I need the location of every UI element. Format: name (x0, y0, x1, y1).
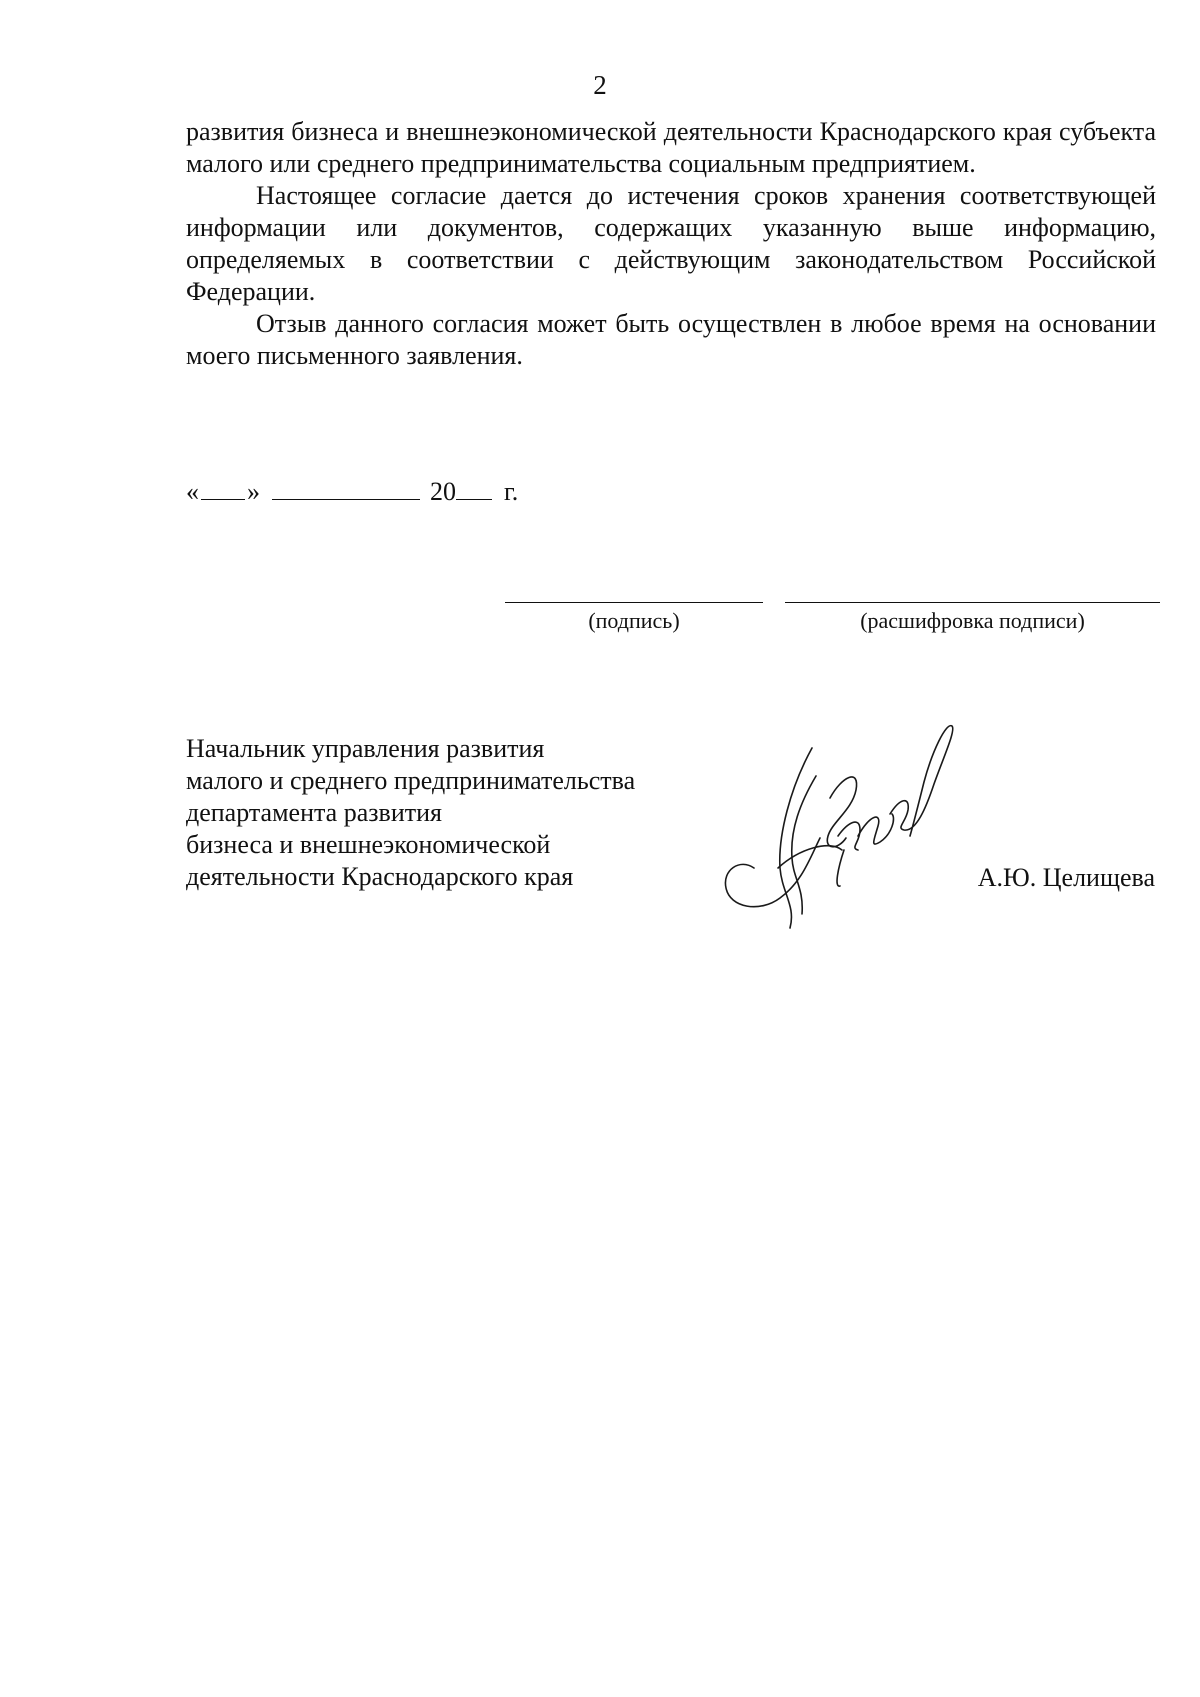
date-century: 20 (430, 477, 456, 506)
paragraph-continuation: развития бизнеса и внешнеэкономической деятельности Краснодарского края субъекта малого или среднего предпринимательства социальным предприятием. (186, 117, 1156, 178)
signature-blank[interactable] (505, 602, 763, 603)
year-blank[interactable] (456, 477, 492, 500)
date-open-quote: « (186, 477, 199, 506)
date-line (186, 476, 518, 508)
signature-caption: (подпись) (588, 608, 680, 633)
signature-decoding-caption: (расшифровка подписи) (860, 608, 1085, 633)
date-close-quote: » (247, 477, 260, 506)
signer-name: А.Ю. Целищева (977, 863, 1155, 892)
handwritten-signature (720, 718, 980, 938)
signature-decoding-blank[interactable] (785, 602, 1160, 603)
position-line: малого и среднего предпринимательства (186, 766, 636, 795)
paragraph-consent-withdrawal: Отзыв данного согласия может быть осуществлен в любое время на основании моего письменного заявления. (186, 309, 1156, 370)
body-text (186, 116, 1156, 372)
position-line: бизнеса и внешнеэкономической (186, 830, 551, 859)
signatory-position (186, 733, 706, 893)
day-blank[interactable] (201, 477, 245, 500)
date-year-suffix: г. (504, 477, 519, 506)
paragraph-consent-term: Настоящее согласие дается до истечения сроков хранения соответствующей информации или документов, содержащих указанную выше информацию, определяемых в соответствии с действующим законодательством Российской Федерации. (186, 181, 1156, 306)
position-line: деятельности Краснодарского края (186, 862, 574, 891)
position-line: департамента развития (186, 798, 442, 827)
page-number: 2 (593, 70, 607, 100)
position-line: Начальник управления развития (186, 734, 545, 763)
month-blank[interactable] (272, 477, 420, 500)
